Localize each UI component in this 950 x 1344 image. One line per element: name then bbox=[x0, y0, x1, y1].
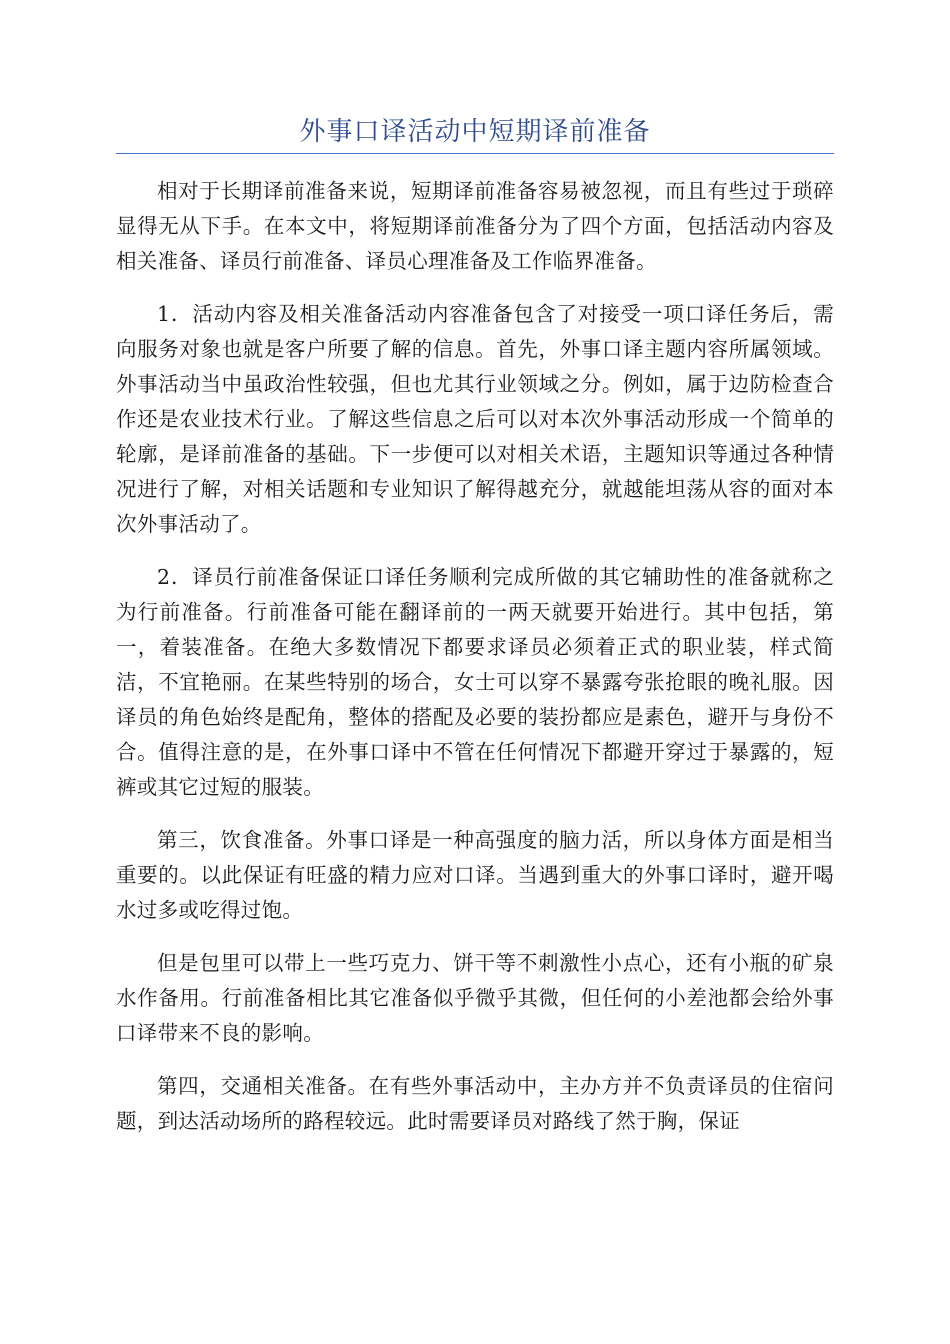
document-body bbox=[116, 174, 834, 1139]
document-page bbox=[116, 0, 834, 1157]
paragraph-snacks: 但是包里可以带上一些巧克力、饼干等不刺激性小点心，还有小瓶的矿泉水作备用。行前准备相比其它准备似乎微乎其微，但任何的小差池都会给外事口译带来不良的影响。 bbox=[116, 951, 834, 1045]
document-title: 外事口译活动中短期译前准备 bbox=[299, 117, 651, 147]
paragraph-transport: 第四，交通相关准备。在有些外事活动中，主办方并不负责译员的住宿问题，到达活动场所的路程较远。此时需要译员对路线了然于胸，保证 bbox=[116, 1074, 834, 1133]
title-underline bbox=[116, 153, 834, 154]
paragraph-diet: 第三，饮食准备。外事口译是一种高强度的脑力活，所以身体方面是相当重要的。以此保证有旺盛的精力应对口译。当遇到重大的外事口译时，避开喝水过多或吃得过饱。 bbox=[116, 828, 834, 922]
paragraph-pre-trip: 2．译员行前准备保证口译任务顺利完成所做的其它辅助性的准备就称之为行前准备。行前准备可能在翻译前的一两天就要开始进行。其中包括，第一，着装准备。在绝大多数情况下都要求译员必须着正式的职业装，样式简洁，不宜艳丽。在某些特别的场合，女士可以穿不暴露夸张抢眼的晚礼服。因译员的角色始终是配角，整体的搭配及必要的装扮都应是素色，避开与身份不合。值得注意的是，在外事口译中不管在任何情况下都避开穿过于暴露的，短裤或其它过短的服装。 bbox=[116, 565, 834, 799]
paragraph-intro: 相对于长期译前准备来说，短期译前准备容易被忽视，而且有些过于琐碎显得无从下手。在本文中，将短期译前准备分为了四个方面，包括活动内容及相关准备、译员行前准备、译员心理准备及工作临界准备。 bbox=[116, 179, 834, 273]
paragraph-activity-content: 1．活动内容及相关准备活动内容准备包含了对接受一项口译任务后，需向服务对象也就是客户所要了解的信息。首先，外事口译主题内容所属领域。外事活动当中虽政治性较强，但也尤其行业领域之分。例如，属于边防检查合作还是农业技术行业。了解这些信息之后可以对本次外事活动形成一个简单的轮廓，是译前准备的基础。下一步便可以对相关术语，主题知识等通过各种情况进行了解，对相关话题和专业知识了解得越充分，就越能坦荡从容的面对本次外事活动了。 bbox=[116, 302, 834, 536]
